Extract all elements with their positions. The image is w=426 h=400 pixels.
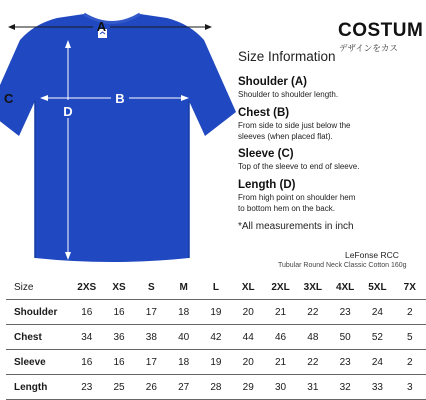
table-cell: 18 — [168, 350, 200, 375]
table-cell: 20 — [232, 300, 264, 325]
header-cell: 2XL — [264, 275, 296, 300]
table-cell: 33 — [361, 375, 393, 400]
chest-heading: Chest (B) — [238, 107, 290, 119]
table-header-row — [6, 275, 426, 300]
table-row — [6, 325, 426, 350]
table-cell: 22 — [297, 300, 329, 325]
table-cell: 17 — [135, 300, 167, 325]
label-c: C — [4, 91, 14, 106]
table-cell: 40 — [168, 325, 200, 350]
table-cell: 3 — [394, 375, 426, 400]
table-cell: 21 — [264, 300, 296, 325]
header-cell: XL — [232, 275, 264, 300]
sleeve-description: Top of the sleeve to end of sleeve. — [238, 162, 360, 171]
product-description: Tubular Round Neck Classic Cotton 160g — [278, 262, 407, 269]
label-d: D — [63, 104, 73, 119]
table-cell: 17 — [135, 350, 167, 375]
header-cell: 5XL — [361, 275, 393, 300]
table-cell: 32 — [329, 375, 361, 400]
table-cell: 48 — [297, 325, 329, 350]
table-cell: 16 — [103, 300, 135, 325]
table-row — [6, 350, 426, 375]
table-cell: 27 — [168, 375, 200, 400]
brand-subtitle: デザインをカス — [339, 43, 398, 53]
header-cell: XS — [103, 275, 135, 300]
table-cell: 24 — [361, 350, 393, 375]
table-cell: 20 — [232, 350, 264, 375]
table-cell: 19 — [200, 300, 232, 325]
table-cell: 19 — [200, 350, 232, 375]
header-cell: 7X — [394, 275, 426, 300]
table-cell: 30 — [264, 375, 296, 400]
size-info-title: Size Information — [238, 49, 336, 64]
table-cell: 2 — [394, 350, 426, 375]
table-cell: 22 — [297, 350, 329, 375]
header-cell: M — [168, 275, 200, 300]
tshirt-diagram — [0, 0, 235, 270]
shoulder-description: Shoulder to shoulder length. — [238, 90, 339, 99]
table-cell: 5 — [394, 325, 426, 350]
row-label: Shoulder — [6, 300, 71, 325]
table-cell: 36 — [103, 325, 135, 350]
table-cell: 28 — [200, 375, 232, 400]
label-b: B — [115, 91, 125, 106]
table-cell: 2 — [394, 300, 426, 325]
size-table-body — [6, 275, 426, 400]
table-cell: 25 — [103, 375, 135, 400]
table-cell: 38 — [135, 325, 167, 350]
table-cell: 24 — [361, 300, 393, 325]
chest-description: From side to side just below the sleeves (when placed flat). — [238, 121, 351, 141]
header-cell: L — [200, 275, 232, 300]
header-cell: 3XL — [297, 275, 329, 300]
table-cell: 21 — [264, 350, 296, 375]
product-name: LeFonse RCC — [345, 250, 399, 260]
brand-logo: COSTUM — [338, 20, 424, 41]
table-cell: 16 — [71, 300, 103, 325]
size-chart-table — [6, 275, 426, 400]
length-description: From high point on shoulder hem to bottom hem on the back. — [238, 193, 356, 213]
table-row — [6, 375, 426, 400]
header-cell: S — [135, 275, 167, 300]
row-label: Chest — [6, 325, 71, 350]
table-cell: 46 — [264, 325, 296, 350]
table-cell: 50 — [329, 325, 361, 350]
table-cell: 42 — [200, 325, 232, 350]
shoulder-heading: Shoulder (A) — [238, 76, 307, 88]
tshirt-illustration — [0, 0, 235, 270]
table-cell: 44 — [232, 325, 264, 350]
table-cell: 23 — [329, 350, 361, 375]
table-cell: 16 — [71, 350, 103, 375]
table-cell: 18 — [168, 300, 200, 325]
table-cell: 23 — [71, 375, 103, 400]
table-row — [6, 300, 426, 325]
measurement-note: *All measurements in inch — [238, 221, 354, 232]
table-cell: 34 — [71, 325, 103, 350]
header-cell: 2XS — [71, 275, 103, 300]
table-cell: 29 — [232, 375, 264, 400]
length-heading: Length (D) — [238, 179, 296, 191]
table-cell: 23 — [329, 300, 361, 325]
table-cell: 31 — [297, 375, 329, 400]
row-label: Sleeve — [6, 350, 71, 375]
header-cell: 4XL — [329, 275, 361, 300]
label-a: A — [96, 19, 107, 34]
table-cell: 16 — [103, 350, 135, 375]
header-cell: Size — [6, 275, 71, 300]
table-cell: 52 — [361, 325, 393, 350]
table-cell: 26 — [135, 375, 167, 400]
sleeve-heading: Sleeve (C) — [238, 148, 294, 160]
row-label: Length — [6, 375, 71, 400]
